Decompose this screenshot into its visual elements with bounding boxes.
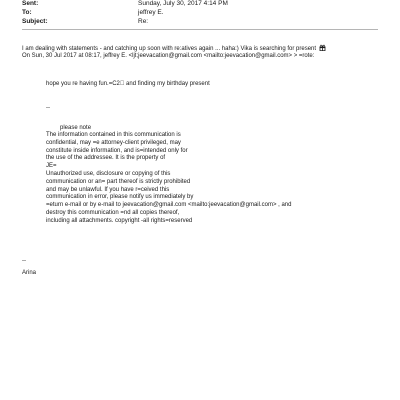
disclaimer-line: destroy this communication =nd all copies thereof,	[46, 209, 180, 216]
sent-label: Sent:	[22, 0, 39, 7]
quoted-header-line: On Sun, 30 Jul 2017 at 08:17, jeffrey E. <ljt;jeevacation@gmail.com <mailto:jeevacation@gmail.com> > =rote:	[22, 53, 315, 59]
sent-row	[22, 0, 392, 9]
quoted-message-line: hope you re having fun.=C2  and finding my birthday present	[46, 81, 210, 87]
disclaimer-line: =eturn e-mail or by e-mail to jeevacation@gmail.com <mailto:jeevacation@gmail.com> , and	[46, 202, 292, 209]
subject-label: Subject:	[22, 18, 48, 25]
reply-text: I am dealing with statements - and catching up soon with re:atives again ... haha:) Vika is searching for present	[22, 46, 317, 52]
disclaimer-line: constitute inside information, and is=intended only for	[46, 147, 188, 154]
disclaimer-line: Unauthorized use, disclosure or copying of this	[46, 170, 171, 177]
to-value: jeffrey E.	[138, 9, 164, 16]
to-row	[22, 9, 392, 18]
to-label: To:	[22, 9, 32, 16]
disclaimer-line: confidential, may =e attorney-client privileged, may	[46, 139, 181, 146]
gift-icon	[319, 44, 326, 54]
disclaimer-line: communication or an= part thereof is strictly prohibited	[46, 178, 191, 185]
subject-value: Re:	[138, 18, 149, 25]
disclaimer-line: the use of the addressee. It is the property of	[46, 155, 166, 162]
signature-name: Arina	[22, 270, 37, 276]
quoted-dash: --	[46, 105, 50, 111]
header-divider	[22, 29, 378, 30]
note-label: please note	[60, 125, 92, 131]
disclaimer-line: and may be unlawful. If you have r=ceived this	[46, 186, 170, 193]
subject-row	[22, 18, 392, 27]
disclaimer-line: The information contained in this communication is	[46, 132, 181, 138]
disclaimer-line: including all attachments. copyright -all rights=reserved	[46, 217, 193, 224]
disclaimer-block	[46, 131, 291, 225]
disclaimer-line: JE=	[46, 163, 57, 170]
signature-dash: --	[22, 258, 26, 264]
disclaimer-line: communication in error, please notify us immediately by	[46, 194, 194, 201]
sent-value: Sunday, July 30, 2017 4:14 PM	[138, 0, 228, 7]
email-header	[22, 0, 392, 27]
